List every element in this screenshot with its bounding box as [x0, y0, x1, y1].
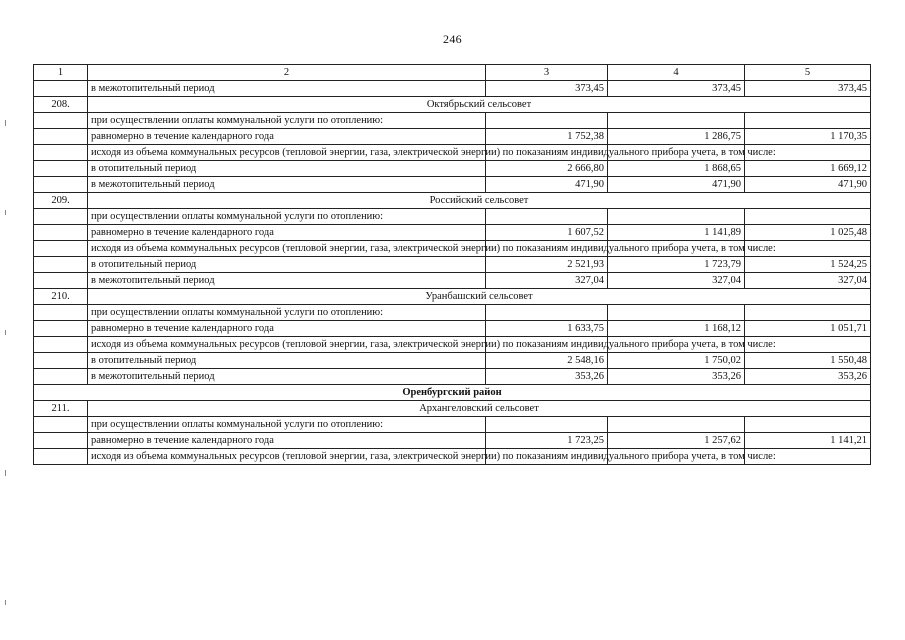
value-col-3: 471,90 [486, 177, 608, 193]
row-number [34, 129, 88, 145]
section-title: Российский сельсовет [88, 193, 871, 209]
value-col-3: 353,26 [486, 369, 608, 385]
value-col-5: 1 170,35 [745, 129, 871, 145]
tariff-table [33, 64, 871, 465]
header-col-5: 5 [745, 65, 871, 81]
row-label: в межотопительный период [88, 273, 486, 289]
header-row [34, 65, 871, 81]
value-col-5: 1 550,48 [745, 353, 871, 369]
row-number [34, 273, 88, 289]
section-row [34, 401, 871, 417]
value-col-5: 1 141,21 [745, 433, 871, 449]
empty-cell [486, 305, 608, 321]
row-label: равномерно в течение календарного года [88, 129, 486, 145]
table-row [34, 129, 871, 145]
wrap-label-row [34, 449, 871, 465]
table-row [34, 257, 871, 273]
empty-cell [608, 113, 745, 129]
value-col-3: 1 607,52 [486, 225, 608, 241]
scan-margin-mark [5, 600, 6, 605]
scan-margin-mark [5, 210, 6, 215]
row-number [34, 337, 88, 353]
label-row [34, 113, 871, 129]
empty-cell [608, 417, 745, 433]
row-label: исходя из объема коммунальных ресурсов (тепловой энергии, газа, электрической энергии) по показаниям индивидуального прибора учета, в том числе: [88, 337, 486, 353]
section-title: Архангеловский сельсовет [88, 401, 871, 417]
value-col-4: 1 257,62 [608, 433, 745, 449]
wrap-label-row [34, 337, 871, 353]
value-col-4: 1 286,75 [608, 129, 745, 145]
value-col-4: 327,04 [608, 273, 745, 289]
value-col-3: 1 752,38 [486, 129, 608, 145]
table-row [34, 369, 871, 385]
row-number [34, 353, 88, 369]
value-col-5: 353,26 [745, 369, 871, 385]
row-number [34, 433, 88, 449]
table-row [34, 225, 871, 241]
header-col-2: 2 [88, 65, 486, 81]
row-number: 211. [34, 401, 88, 417]
page-number: 246 [443, 32, 462, 46]
table-row [34, 321, 871, 337]
value-col-3: 1 723,25 [486, 433, 608, 449]
value-col-3: 1 633,75 [486, 321, 608, 337]
empty-cell [486, 417, 608, 433]
value-col-4: 471,90 [608, 177, 745, 193]
table-row [34, 177, 871, 193]
row-label: равномерно в течение календарного года [88, 225, 486, 241]
district-row [34, 385, 871, 401]
row-number [34, 81, 88, 97]
table-body [34, 65, 871, 465]
row-number: 209. [34, 193, 88, 209]
row-number: 208. [34, 97, 88, 113]
row-number [34, 305, 88, 321]
scan-margin-mark [5, 120, 6, 126]
header-col-1: 1 [34, 65, 88, 81]
table-row [34, 273, 871, 289]
value-col-4: 1 868,65 [608, 161, 745, 177]
row-number [34, 145, 88, 161]
row-label: в отопительный период [88, 161, 486, 177]
value-col-4: 1 141,89 [608, 225, 745, 241]
table-row [34, 161, 871, 177]
value-col-3: 373,45 [486, 81, 608, 97]
empty-cell [608, 209, 745, 225]
section-row [34, 97, 871, 113]
row-label: исходя из объема коммунальных ресурсов (тепловой энергии, газа, электрической энергии) по показаниям индивидуального прибора учета, в том числе: [88, 145, 486, 161]
header-col-3: 3 [486, 65, 608, 81]
row-label: в межотопительный период [88, 177, 486, 193]
row-label: при осуществлении оплаты коммунальной услуги по отоплению: [88, 209, 486, 225]
label-row [34, 209, 871, 225]
value-col-3: 2 666,80 [486, 161, 608, 177]
wrap-label-row [34, 241, 871, 257]
empty-cell [745, 417, 871, 433]
table-row [34, 81, 871, 97]
wrap-label-row [34, 145, 871, 161]
row-number [34, 209, 88, 225]
value-col-5: 1 669,12 [745, 161, 871, 177]
section-row [34, 193, 871, 209]
value-col-5: 471,90 [745, 177, 871, 193]
section-row [34, 289, 871, 305]
empty-cell [486, 113, 608, 129]
row-number [34, 113, 88, 129]
label-row [34, 417, 871, 433]
value-col-4: 353,26 [608, 369, 745, 385]
row-number [34, 369, 88, 385]
row-number [34, 321, 88, 337]
row-label: в отопительный период [88, 353, 486, 369]
row-label: равномерно в течение календарного года [88, 321, 486, 337]
empty-cell [608, 305, 745, 321]
section-title: Уранбашский сельсовет [88, 289, 871, 305]
empty-cell [745, 209, 871, 225]
value-col-5: 327,04 [745, 273, 871, 289]
value-col-4: 1 168,12 [608, 321, 745, 337]
row-label: при осуществлении оплаты коммунальной услуги по отоплению: [88, 305, 486, 321]
value-col-4: 1 750,02 [608, 353, 745, 369]
empty-cell [486, 209, 608, 225]
row-number [34, 241, 88, 257]
row-label: при осуществлении оплаты коммунальной услуги по отоплению: [88, 417, 486, 433]
value-col-5: 1 025,48 [745, 225, 871, 241]
value-col-5: 1 051,71 [745, 321, 871, 337]
value-col-4: 1 723,79 [608, 257, 745, 273]
value-col-5: 1 524,25 [745, 257, 871, 273]
row-number [34, 225, 88, 241]
row-label: равномерно в течение календарного года [88, 433, 486, 449]
value-col-3: 327,04 [486, 273, 608, 289]
row-label: в отопительный период [88, 257, 486, 273]
table-row [34, 433, 871, 449]
section-title: Октябрьский сельсовет [88, 97, 871, 113]
value-col-5: 373,45 [745, 81, 871, 97]
label-row [34, 305, 871, 321]
value-col-3: 2 521,93 [486, 257, 608, 273]
row-label: в межотопительный период [88, 81, 486, 97]
row-label: при осуществлении оплаты коммунальной услуги по отоплению: [88, 113, 486, 129]
header-col-4: 4 [608, 65, 745, 81]
row-label: в межотопительный период [88, 369, 486, 385]
row-number [34, 177, 88, 193]
row-number [34, 417, 88, 433]
empty-cell [745, 305, 871, 321]
district-title: Оренбургский район [34, 385, 871, 401]
value-col-4: 373,45 [608, 81, 745, 97]
scan-margin-mark [5, 330, 6, 335]
row-label: исходя из объема коммунальных ресурсов (тепловой энергии, газа, электрической энергии) по показаниям индивидуального прибора учета, в том числе: [88, 241, 486, 257]
scan-margin-mark [5, 470, 6, 476]
row-number: 210. [34, 289, 88, 305]
table-row [34, 353, 871, 369]
row-number [34, 449, 88, 465]
row-number [34, 161, 88, 177]
empty-cell [745, 113, 871, 129]
value-col-3: 2 548,16 [486, 353, 608, 369]
row-label: исходя из объема коммунальных ресурсов (тепловой энергии, газа, электрической энергии) по показаниям индивидуального прибора учета, в том числе: [88, 449, 486, 465]
row-number [34, 257, 88, 273]
